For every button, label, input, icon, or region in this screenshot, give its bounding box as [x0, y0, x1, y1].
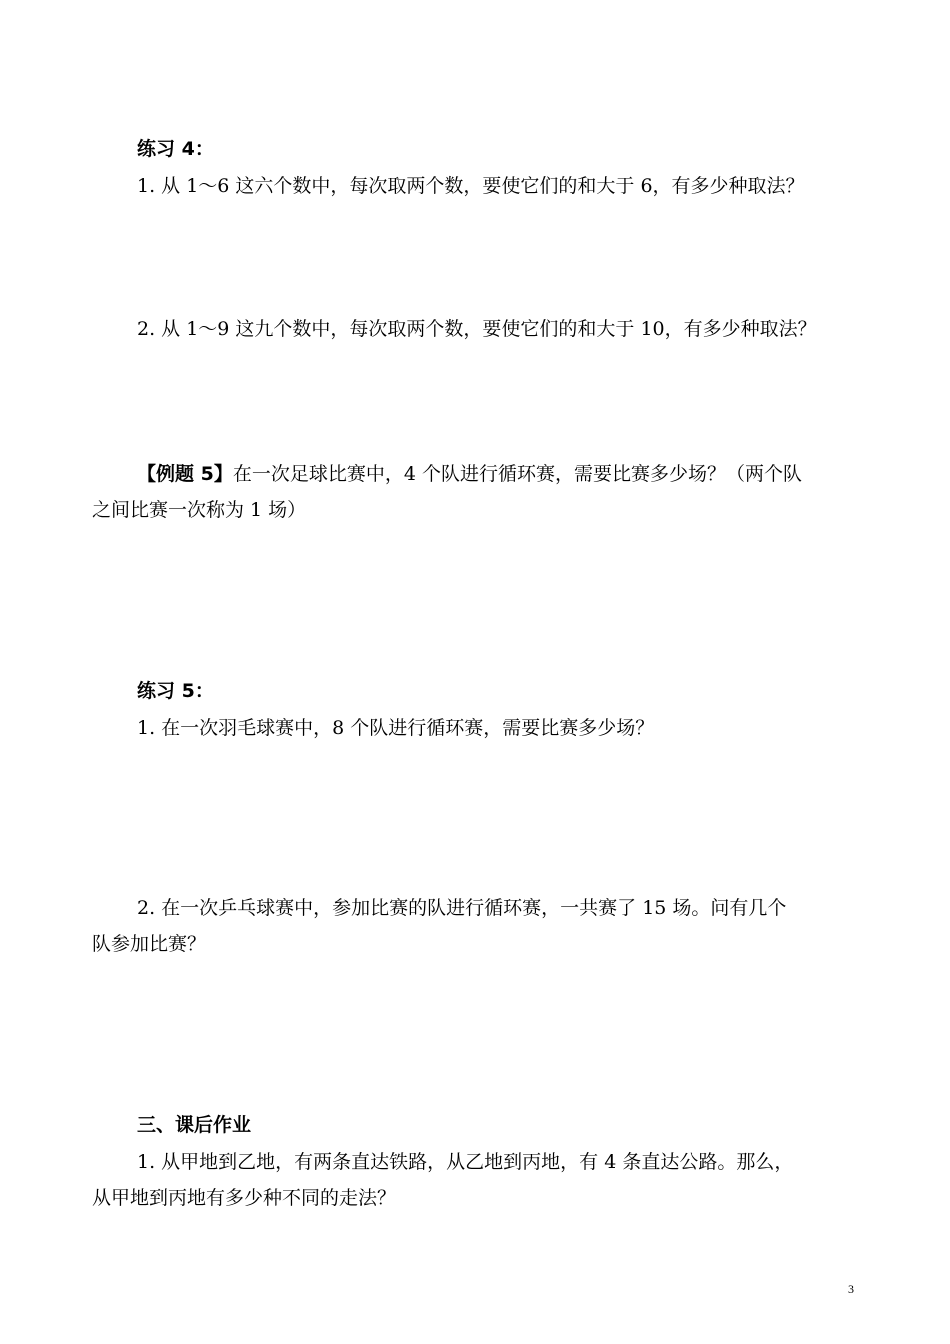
practice-4-question-1: 1. 从 1～6 这六个数中，每次取两个数，要使它们的和大于 6，有多少种取法？ — [137, 175, 805, 197]
example-5-line-2: 之间比赛一次称为 1 场） — [92, 499, 307, 521]
practice-5-question-1: 1. 在一次羽毛球赛中，8 个队进行循环赛，需要比赛多少场？ — [137, 717, 655, 739]
practice-4-question-2: 2. 从 1～9 这九个数中，每次取两个数，要使它们的和大于 10，有多少种取法？ — [137, 318, 817, 340]
example-5-text: 在一次足球比赛中，4 个队进行循环赛，需要比赛多少场？（两个队 — [232, 463, 802, 485]
practice-5-question-2-line-2: 队参加比赛？ — [92, 933, 207, 955]
homework-heading: 三、课后作业 — [137, 1114, 252, 1136]
page-number: 3 — [848, 1282, 854, 1296]
practice-5-heading: 练习 5： — [137, 680, 214, 702]
homework-question-1-line-1: 1. 从甲地到乙地，有两条直达铁路，从乙地到丙地，有 4 条直达公路。那么， — [137, 1151, 794, 1173]
practice-5-question-2-line-1: 2. 在一次乒乓球赛中，参加比赛的队进行循环赛，一共赛了 15 场。问有几个 — [137, 897, 787, 919]
homework-question-1-line-2: 从甲地到丙地有多少种不同的走法？ — [92, 1187, 397, 1209]
example-5-line-1 — [137, 461, 802, 487]
practice-4-heading: 练习 4： — [137, 138, 214, 160]
example-5-tag: 【例题 5】 — [137, 463, 233, 485]
